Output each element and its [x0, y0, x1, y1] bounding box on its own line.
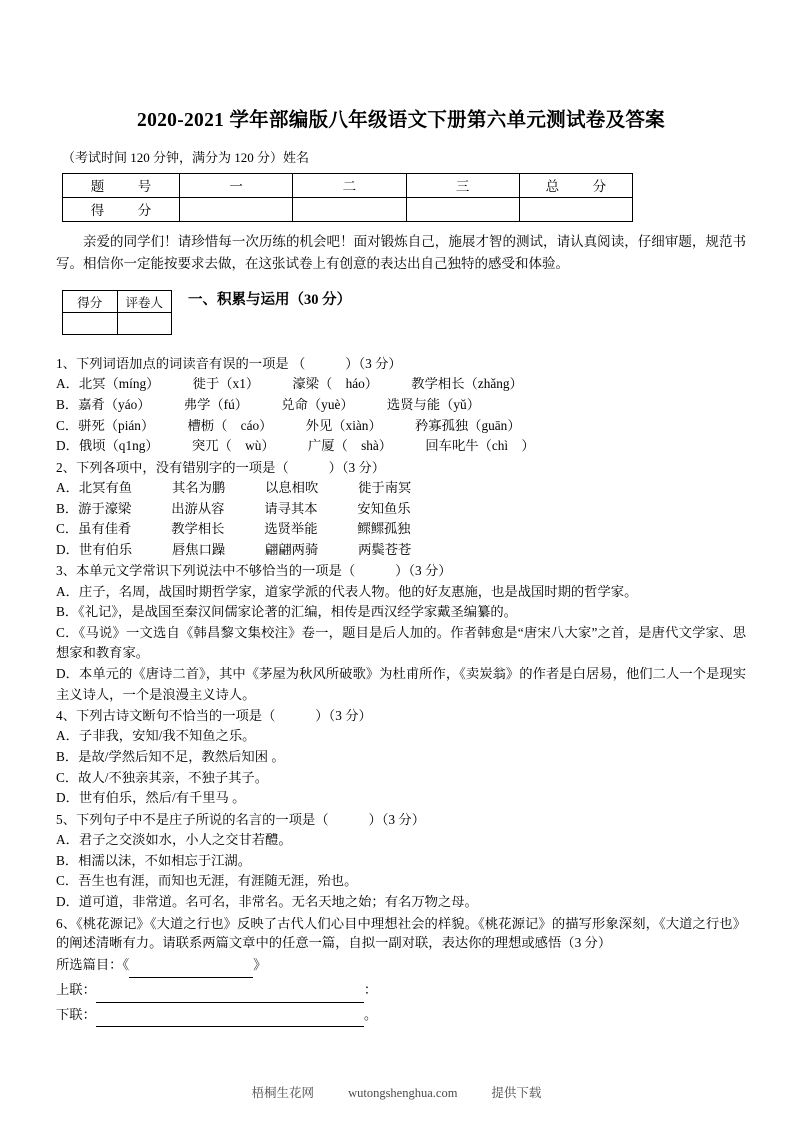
option-c[interactable]: C．吾生也有涯，而知也无涯，有涯随无涯，殆也。 — [56, 873, 358, 889]
option-a[interactable]: A．君子之交淡如水，小人之交甘若醴。 — [56, 832, 292, 848]
question-3-options — [56, 582, 746, 706]
option-d[interactable]: D．俄顷（q1ng） 突兀（ wù） 广厦（ shà） 回车叱牛（chì ） — [56, 438, 535, 454]
score-table-row-label-0: 题 号 — [63, 173, 180, 197]
option-c[interactable]: C．故人/不独亲其亲，不独子其子。 — [56, 769, 269, 785]
page-footer — [0, 1083, 793, 1101]
option-a[interactable]: A．庄子，名周，战国时期哲学家，道家学派的代表人物。他的好友惠施，也是战国时期的哲学家。 — [56, 583, 638, 599]
answer-blank-selected[interactable] — [129, 962, 253, 978]
answer-suffix-upper: ： — [363, 982, 378, 997]
option-d[interactable]: D．世有伯乐，然后/有千里马 。 — [56, 790, 246, 806]
option-d[interactable]: D．本单元的《唐诗二首》，其中《茅屋为秋风所破歌》为杜甫所作，《卖炭翁》的作者是白居易，他们二人一个是现实主义诗人，一个是浪漫主义诗人。 — [56, 666, 746, 702]
question-5-options — [56, 830, 746, 912]
option-c[interactable]: C．虽有佳肴 教学相长 选贤举能 鳏鳏孤独 — [56, 521, 411, 537]
section-title: 一、积累与运用（30 分） — [188, 292, 352, 309]
option-a[interactable]: A．北冥（míng） 徙于（x1） 濠梁（ háo） 教学相长（zhǎng） — [56, 376, 523, 392]
question-5-stem: 5、下列句子中不是庄子所说的名言的一项是（ ）（3 分） — [56, 811, 425, 827]
score-cell-0[interactable] — [180, 197, 293, 221]
question-6-stem: 6、《桃花源记》《大道之行也》反映了古代人们心目中理想社会的样貌。《桃花源记》的描写形象深刻，《大道之行也》的阐述清晰有力。请联系两篇文章中的任意一篇，自拟一副对联，表达你的理想或感悟（3 分） — [56, 915, 746, 951]
answer-suffix-lower: 。 — [363, 1006, 378, 1022]
option-c[interactable]: C．《马说》一文选自《韩昌黎文集校注》卷一，题目是后人加的。作者韩愈是“唐宋八大家”之首，是唐代文学家、思想家和教育家。 — [56, 624, 746, 661]
question-4-options — [56, 726, 746, 808]
option-b[interactable]: B．嘉肴（yáo） 弗学（fú） 兑命（yuè） 选贤与能（yǔ） — [56, 396, 481, 412]
table-row — [63, 313, 172, 335]
page-title: 2020-2021 学年部编版八年级语文下册第六单元测试卷及答案 — [137, 110, 665, 131]
option-b[interactable]: B．游于濠梁 出游从容 请寻其本 安知鱼乐 — [56, 500, 411, 516]
option-a[interactable]: A．北冥有鱼 其名为鹏 以息相吹 徙于南冥 — [56, 479, 412, 495]
option-b[interactable]: B．《礼记》，是战国至秦汉间儒家论著的汇编，相传是西汉经学家戴圣编纂的。 — [56, 604, 517, 620]
grader-marker-cell[interactable] — [117, 313, 172, 335]
table-row — [63, 173, 633, 197]
question-2-stem: 2、下列各项中，没有错别字的一项是（ ）（3 分） — [56, 459, 386, 475]
answer-label-selected: 所选篇目：《 — [56, 957, 130, 973]
grader-score-cell[interactable] — [63, 313, 118, 335]
option-d[interactable]: D．世有伯乐 唇焦口躁 翩翩两骑 两鬓苍苍 — [56, 541, 412, 557]
footer-note: 提供下载 — [491, 1086, 542, 1100]
score-table-col-2: 三 — [406, 173, 519, 197]
answer-field-upper-couplet — [56, 978, 746, 1003]
score-cell-total[interactable] — [519, 197, 632, 221]
score-cell-1[interactable] — [293, 197, 406, 221]
document-content — [56, 0, 746, 1027]
score-table-col-3: 总 分 — [519, 173, 632, 197]
answer-field-selected-text — [56, 953, 746, 978]
section-header-block — [56, 288, 746, 340]
grader-table-header-score: 得分 — [63, 291, 118, 313]
answer-blank-upper[interactable] — [96, 987, 364, 1003]
option-d[interactable]: D．道可道，非常道。名可名，非常名。无名天地之始；有名万物之母。 — [56, 893, 478, 909]
option-c[interactable]: C．骈死（pián） 槽枥（ cáo） 外见（xiàn） 矜寡孤独（guān） — [56, 417, 521, 433]
question-1-options — [56, 374, 746, 456]
exam-info-line: （考试时间 120 分钟，满分为 120 分）姓名 — [62, 150, 310, 165]
answer-label-upper: 上联： — [56, 982, 96, 997]
grader-table-header-marker: 评卷人 — [117, 291, 172, 313]
answer-field-lower-couplet — [56, 1003, 746, 1028]
question-4-stem: 4、下列古诗文断句不恰当的一项是（ ）（3 分） — [56, 708, 372, 724]
option-b[interactable]: B．是故/学然后知不足，教然后知困 。 — [56, 749, 285, 765]
question-2-options — [56, 478, 746, 560]
score-table-row-label-1: 得 分 — [63, 197, 180, 221]
score-table-col-1: 二 — [293, 173, 406, 197]
table-row — [63, 291, 172, 313]
answer-blank-lower[interactable] — [96, 1011, 364, 1027]
score-cell-2[interactable] — [406, 197, 519, 221]
option-b[interactable]: B．相濡以沫，不如相忘于江湖。 — [56, 852, 252, 868]
answer-suffix-selected: 》 — [253, 957, 267, 973]
question-3-stem: 3、本单元文学常识下列说法中不够恰当的一项是（ ）（3 分） — [56, 563, 452, 579]
footer-site-name: 梧桐生花网 — [251, 1086, 315, 1100]
answer-label-lower: 下联： — [56, 1006, 96, 1022]
grader-table — [62, 290, 172, 335]
score-table-col-0: 一 — [180, 173, 293, 197]
intro-paragraph: 亲爱的同学们！请珍惜每一次历练的机会吧！面对锻炼自己，施展才智的测试，请认真阅读，仔细审题，规范书写。相信你一定能按要求去做，在这张试卷上有创意的表达出自己独特的感受和体验。 — [56, 233, 746, 271]
option-a[interactable]: A．子非我，安知/我不知鱼之乐。 — [56, 728, 256, 744]
footer-site-url[interactable]: wutongshenghua.com — [348, 1086, 458, 1100]
question-1-stem: 1、下列词语加点的词读音有误的一项是 （ ）（3 分） — [56, 356, 402, 372]
table-row — [63, 197, 633, 221]
score-table — [62, 173, 633, 222]
